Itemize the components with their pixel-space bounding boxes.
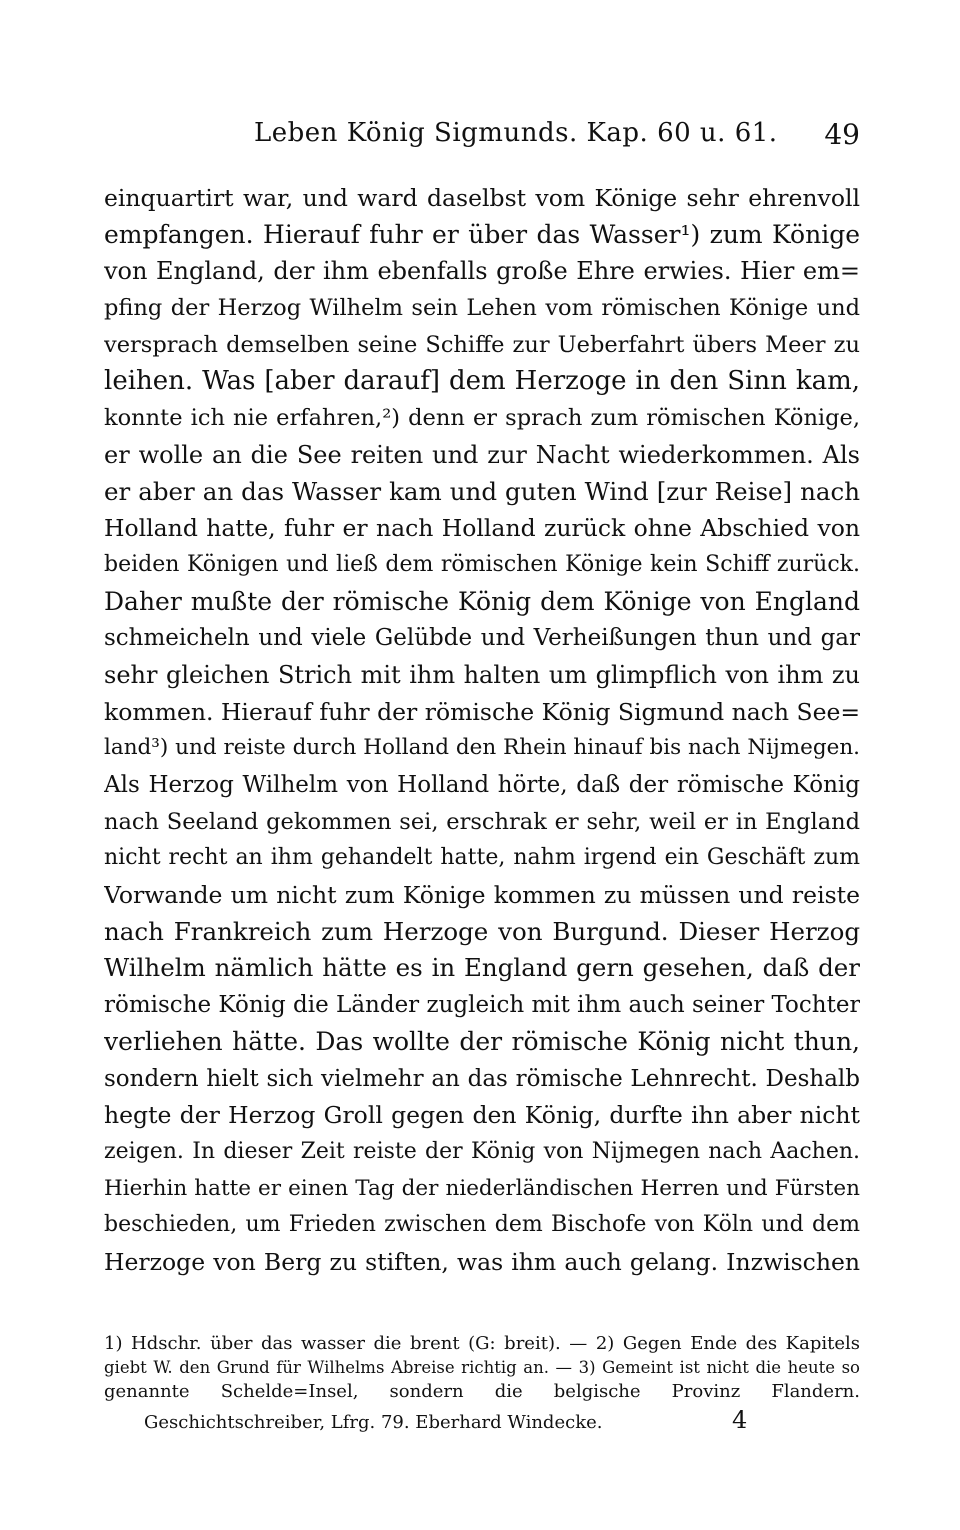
text-line: einquartirt war, und ward daselbst vom Könige sehr ehrenvoll [104, 184, 860, 212]
text-line: Daher mußte der römische König dem Könige von England [104, 586, 860, 616]
text-line: Holland hatte, fuhr er nach Holland zurück ohne Abschied von [104, 514, 860, 543]
sheet-number: 4 [732, 1406, 748, 1434]
text-line: empfangen. Hierauf fuhr er über das Wasser¹) zum Könige [104, 219, 860, 249]
text-line: von England, der ihm ebenfalls große Ehre erwies. Hier em= [104, 257, 860, 286]
text-line: leihen. Was [aber darauf] dem Herzoge in den Sinn kam, [104, 366, 860, 397]
footnotes [104, 1332, 860, 1404]
text-line: versprach demselben seine Schiffe zur Ueberfahrt übers Meer zu [104, 331, 860, 358]
text-line: römische König die Länder zugleich mit ihm auch seiner Tochter [104, 992, 860, 1019]
running-head [104, 118, 860, 154]
text-line: Als Herzog Wilhelm von Holland hörte, daß der römische König [104, 772, 860, 798]
text-line: Herzoge von Berg zu stiften, was ihm auch gelang. Inzwischen [104, 1247, 860, 1276]
body-text [104, 180, 860, 1281]
text-line: sehr gleichen Strich mit ihm halten um glimpflich von ihm zu [104, 660, 860, 689]
text-line: Hierhin hatte er einen Tag der niederländischen Herren und Fürsten [104, 1175, 860, 1201]
text-line: Wilhelm nämlich hätte es in England gern gesehen, daß der [104, 953, 860, 983]
text-line: Vorwande um nicht zum Könige kommen zu müssen und reiste [104, 881, 860, 910]
text-line: zeigen. In dieser Zeit reiste der König von Nijmegen nach Aachen. [104, 1138, 860, 1164]
text-line: er aber an das Wasser kam und guten Wind [zur Reise] nach [104, 476, 860, 506]
text-line: pfing der Herzog Wilhelm sein Lehen vom römischen Könige und [104, 295, 860, 322]
text-line: er wolle an die See reiten und zur Nacht wiederkommen. Als [104, 440, 860, 469]
text-line: land³) und reiste durch Holland den Rhein hinauf bis nach Nijmegen. [104, 735, 860, 761]
text-line: beschieden, um Frieden zwischen dem Bischofe von Köln und dem [104, 1212, 860, 1238]
page-number: 49 [824, 118, 860, 151]
text-line: verliehen hätte. Das wollte der römische König nicht thun, [104, 1026, 860, 1056]
running-title: Leben König Sigmunds. Kap. 60 u. 61. [254, 118, 778, 148]
page-footer [144, 1406, 860, 1442]
text-line: sondern hielt sich vielmehr an das römische Lehnrecht. Deshalb [104, 1065, 860, 1092]
footnote-line: genannte Schelde=Insel, sondern die belgische Provinz Flandern. [104, 1381, 860, 1402]
text-line: kommen. Hierauf fuhr der römische König Sigmund nach See= [104, 697, 860, 726]
text-line: hegte der Herzog Groll gegen den König, durfte ihn aber nicht [104, 1101, 860, 1130]
text-line: nach Frankreich zum Herzoge von Burgund. Dieser Herzog [104, 916, 860, 946]
text-line: schmeicheln und viele Gelübde und Verheißungen thun und gar [104, 625, 860, 652]
text-line: nicht recht an ihm gehandelt hatte, nahm irgend ein Geschäft zum [104, 845, 860, 871]
footnote-line: giebt W. den Grund für Wilhelms Abreise richtig an. — 3) Gemeint ist nicht die heute so [104, 1358, 860, 1377]
text-line: beiden Königen und ließ dem römischen Könige kein Schiff zurück. [104, 551, 860, 577]
text-line: nach Seeland gekommen sei, erschrak er sehr, weil er in England [104, 808, 860, 835]
footnote-line: 1) Hdschr. über das wasser die brent (G: breit). — 2) Gegen Ende des Kapitels [104, 1333, 860, 1354]
footer-signature: Geschichtschreiber, Lfrg. 79. Eberhard Windecke. [144, 1412, 603, 1433]
text-line: konnte ich nie erfahren,²) denn er sprach zum römischen Könige, [104, 405, 860, 432]
